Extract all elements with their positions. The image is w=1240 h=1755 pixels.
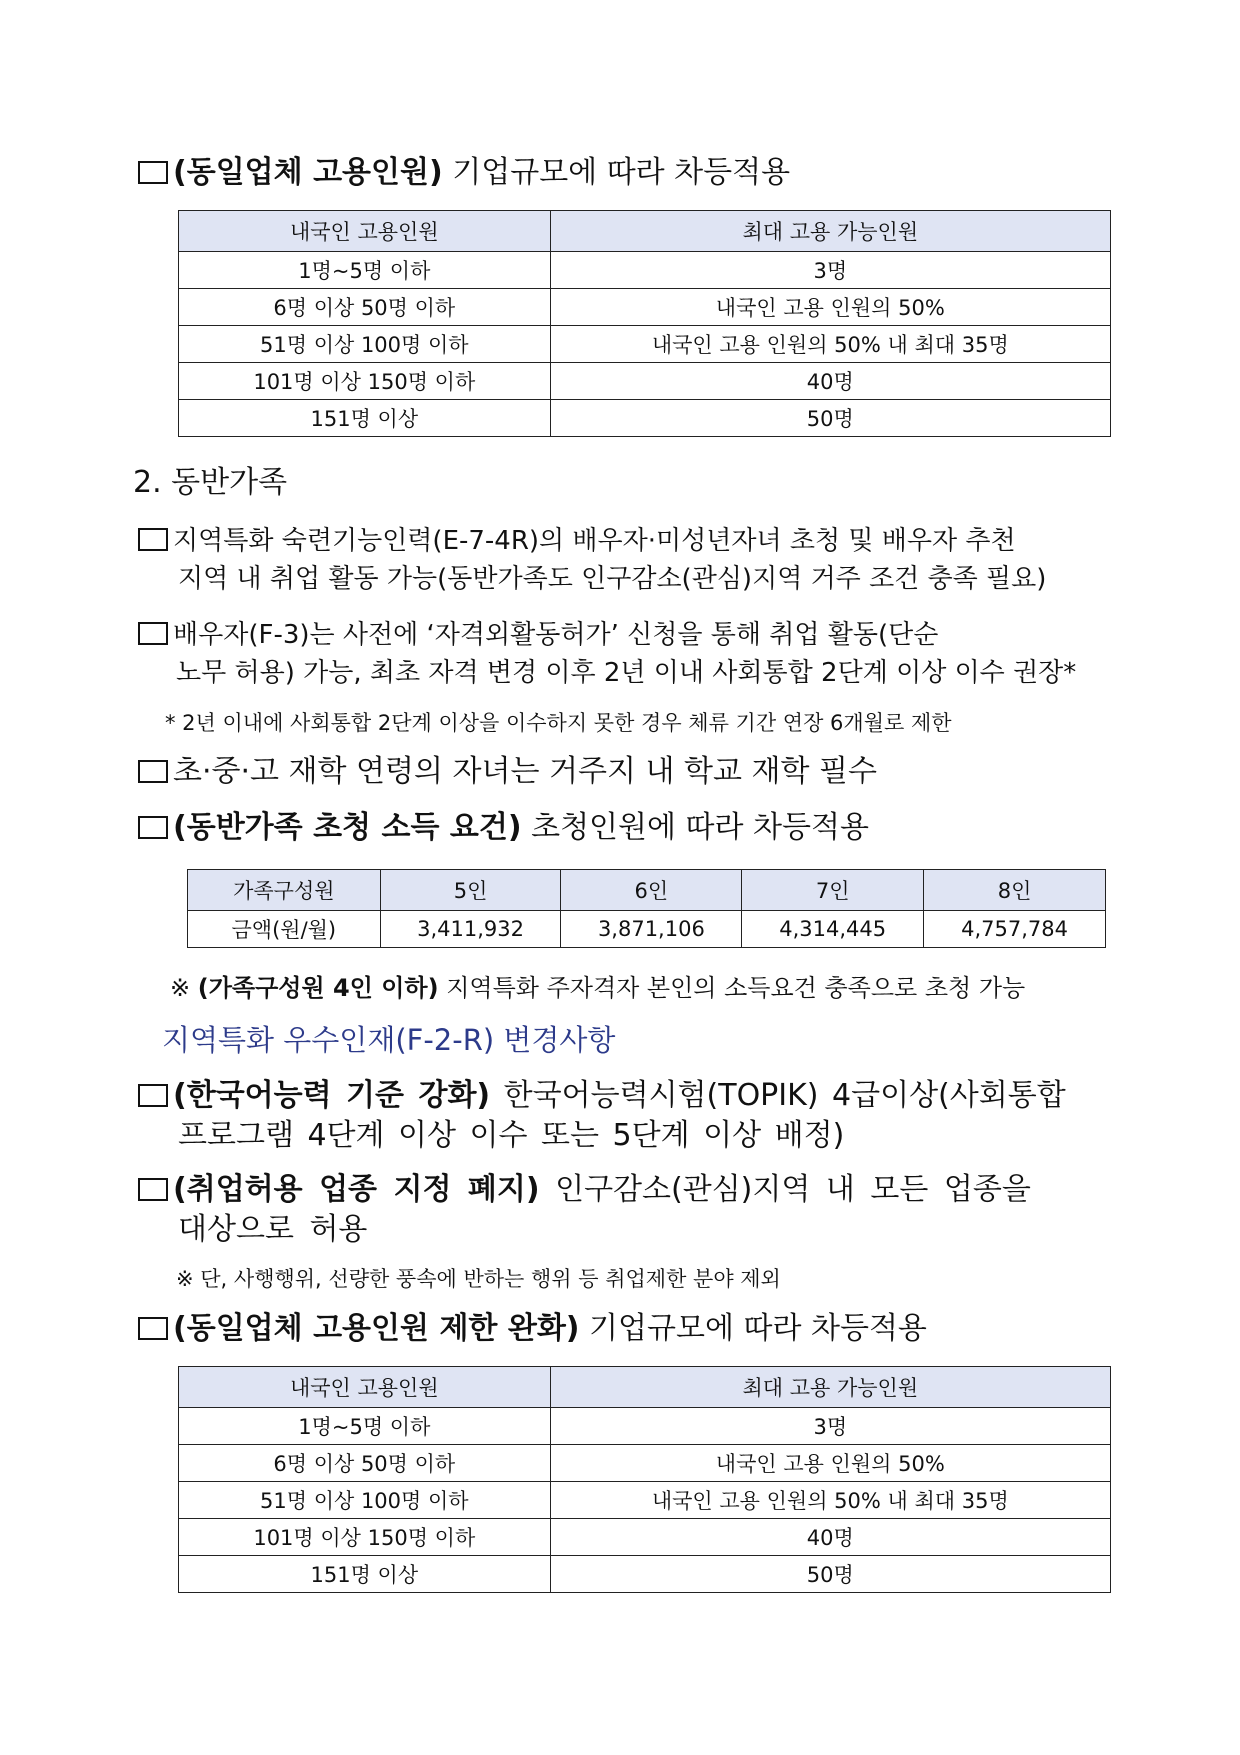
table-row <box>179 252 1111 289</box>
table-cell: 1명~5명 이하 <box>179 252 551 289</box>
f2r-title: 지역특화 우수인재(F-2-R) 변경사항 <box>162 1023 616 1057</box>
item-line-1: 지역특화 숙련기능인력(E-7-4R)의 배우자·미성년자녀 초청 및 배우자 추천 <box>173 526 1016 556</box>
heading-label: (동반가족 초청 소득 요건) <box>173 810 522 845</box>
integration-note: * 2년 이내에 사회통합 2단계 이상을 이수하지 못한 경우 체류 기간 연장 6개월로 제한 <box>165 711 952 735</box>
income-requirement-heading <box>138 808 1120 848</box>
table-cell: 151명 이상 <box>179 400 551 437</box>
employee-limit-table <box>178 210 1111 437</box>
heading-text: 초청인원에 따라 차등적용 <box>521 810 869 845</box>
table-cell: 4,757,784 <box>924 911 1106 948</box>
table-row <box>179 326 1111 363</box>
employee-limit-relax-table <box>178 1366 1111 1593</box>
table-header-cell: 최대 고용 가능인원 <box>550 211 1110 252</box>
item-line-2: 노무 허용) 가능, 최초 자격 변경 이후 2년 이내 사회통합 2단계 이상 이수 권장* <box>176 658 1077 688</box>
item-line-2: 프로그램 4단계 이상 이수 또는 5단계 이상 배정) <box>178 1118 845 1153</box>
table-cell: 50명 <box>550 1556 1110 1593</box>
heading-label: (한국어능력 기준 강화) <box>173 1078 491 1113</box>
checkbox-square-icon <box>138 816 168 839</box>
checkbox-square-icon <box>138 528 168 551</box>
heading-label: (취업허용 업종 지정 폐지) <box>173 1172 540 1207</box>
table-cell: 151명 이상 <box>179 1556 551 1593</box>
table-cell: 내국인 고용 인원의 50% <box>550 289 1110 326</box>
checkbox-square-icon <box>138 622 168 645</box>
table-row <box>179 1482 1111 1519</box>
heading-text: 기업규모에 따라 차등적용 <box>442 155 791 190</box>
table-cell: 금액(원/월) <box>188 911 381 948</box>
table-cell: 내국인 고용 인원의 50% 내 최대 35명 <box>550 1482 1110 1519</box>
table-row <box>179 1408 1111 1445</box>
table-cell: 51명 이상 100명 이하 <box>179 326 551 363</box>
table-cell: 3명 <box>550 252 1110 289</box>
table-cell: 101명 이상 150명 이하 <box>179 363 551 400</box>
item-line-1: 배우자(F-3)는 사전에 ‘자격외활동허가’ 신청을 통해 취업 활동(단순 <box>173 620 939 650</box>
table-header-cell: 8인 <box>924 870 1106 911</box>
table-cell: 40명 <box>550 1519 1110 1556</box>
table-cell: 40명 <box>550 363 1110 400</box>
item-line-2: 대상으로 허용 <box>178 1212 368 1247</box>
table-header-row <box>179 211 1111 252</box>
section-2-title: 2. 동반가족 <box>133 465 288 500</box>
employee-limit-heading <box>138 153 1120 193</box>
table-header-cell: 가족구성원 <box>188 870 381 911</box>
table-cell: 내국인 고용 인원의 50% <box>550 1445 1110 1482</box>
income-note <box>170 971 1025 1005</box>
table-cell: 3,871,106 <box>561 911 742 948</box>
table-cell: 4,314,445 <box>742 911 924 948</box>
table-row <box>179 289 1111 326</box>
table-header-row <box>179 1367 1111 1408</box>
spouse-f3-item <box>138 616 1120 692</box>
note-head: (가족구성원 4인 이하) <box>197 974 439 1002</box>
spouse-invite-item <box>138 522 1120 598</box>
table-row <box>179 1519 1111 1556</box>
item-line-2: 지역 내 취업 활동 가능(동반가족도 인구감소(관심)지역 거주 조건 충족 필요) <box>178 564 1047 594</box>
table-cell: 3,411,932 <box>380 911 561 948</box>
school-item <box>138 752 1120 792</box>
heading-label: (동일업체 고용인원) <box>173 155 443 190</box>
note-mark: ※ <box>170 974 198 1002</box>
table-header-row <box>188 870 1106 911</box>
table-row <box>179 400 1111 437</box>
table-header-cell: 7인 <box>742 870 924 911</box>
industry-item <box>138 1170 1120 1250</box>
checkbox-square-icon <box>138 1178 168 1201</box>
table-header-cell: 내국인 고용인원 <box>179 1367 551 1408</box>
heading-label: (동일업체 고용인원 제한 완화) <box>173 1311 580 1346</box>
industry-note: ※ 단, 사행행위, 선량한 풍속에 반하는 행위 등 취업제한 분야 제외 <box>176 1267 781 1291</box>
checkbox-square-icon <box>138 161 168 184</box>
item-line-1: 한국어능력시험(TOPIK) 4급이상(사회통합 <box>490 1078 1066 1113</box>
table-cell: 6명 이상 50명 이하 <box>179 1445 551 1482</box>
table-row <box>179 1556 1111 1593</box>
table-cell: 50명 <box>550 400 1110 437</box>
table-cell: 51명 이상 100명 이하 <box>179 1482 551 1519</box>
table-header-cell: 최대 고용 가능인원 <box>550 1367 1110 1408</box>
item-text: 초·중·고 재학 연령의 자녀는 거주지 내 학교 재학 필수 <box>173 754 877 789</box>
table-cell: 3명 <box>550 1408 1110 1445</box>
item-line-1: 인구감소(관심)지역 내 모든 업종을 <box>539 1172 1031 1207</box>
table-header-cell: 5인 <box>380 870 561 911</box>
table-row <box>179 363 1111 400</box>
table-cell: 1명~5명 이하 <box>179 1408 551 1445</box>
employee-limit-relax-heading <box>138 1309 1120 1349</box>
table-cell: 101명 이상 150명 이하 <box>179 1519 551 1556</box>
table-cell: 6명 이상 50명 이하 <box>179 289 551 326</box>
table-header-cell: 6인 <box>561 870 742 911</box>
table-header-cell: 내국인 고용인원 <box>179 211 551 252</box>
note-text: 지역특화 주자격자 본인의 소득요건 충족으로 초청 가능 <box>438 974 1026 1002</box>
table-cell: 내국인 고용 인원의 50% 내 최대 35명 <box>550 326 1110 363</box>
heading-text: 기업규모에 따라 차등적용 <box>579 1311 927 1346</box>
korean-ability-item <box>138 1076 1120 1156</box>
table-row <box>179 1445 1111 1482</box>
table-row <box>188 911 1106 948</box>
checkbox-square-icon <box>138 760 168 783</box>
checkbox-square-icon <box>138 1317 168 1340</box>
checkbox-square-icon <box>138 1084 168 1107</box>
income-table <box>187 869 1106 948</box>
